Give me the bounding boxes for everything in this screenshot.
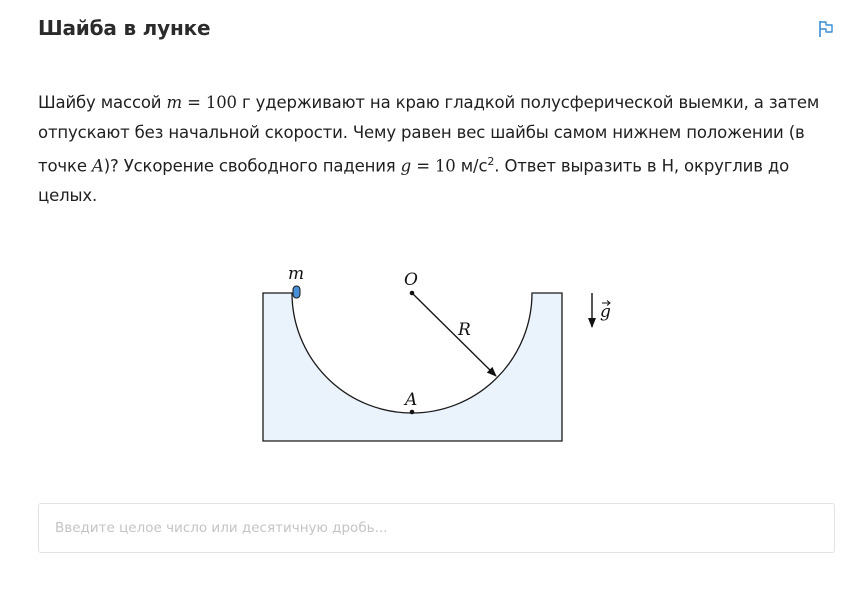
label-a: A: [405, 390, 418, 410]
puck: [293, 286, 300, 298]
problem-text: Шайбу массой m = 100 г удерживают на краю гладкой полусферической выемки, а затем отпускают без начальной скорости. Чему равен вес шайбы самом нижнем положении (в точке A)? Ускорение свободного падения g = 10 $м/с^2$. Ответ выразить в Н, округлив до целых.: [38, 93, 820, 205]
block-with-cavity: [263, 293, 562, 441]
answer-input[interactable]: [38, 503, 835, 553]
page-title: Шайба в лунке: [38, 16, 211, 40]
label-r: R: [458, 320, 471, 340]
label-g: g: [600, 302, 611, 322]
label-m: m: [288, 264, 305, 284]
point-a: [410, 410, 415, 415]
radius-arrow: [412, 293, 496, 376]
flag-icon[interactable]: [816, 19, 836, 39]
label-o: O: [404, 270, 418, 290]
physics-diagram: [250, 255, 630, 455]
